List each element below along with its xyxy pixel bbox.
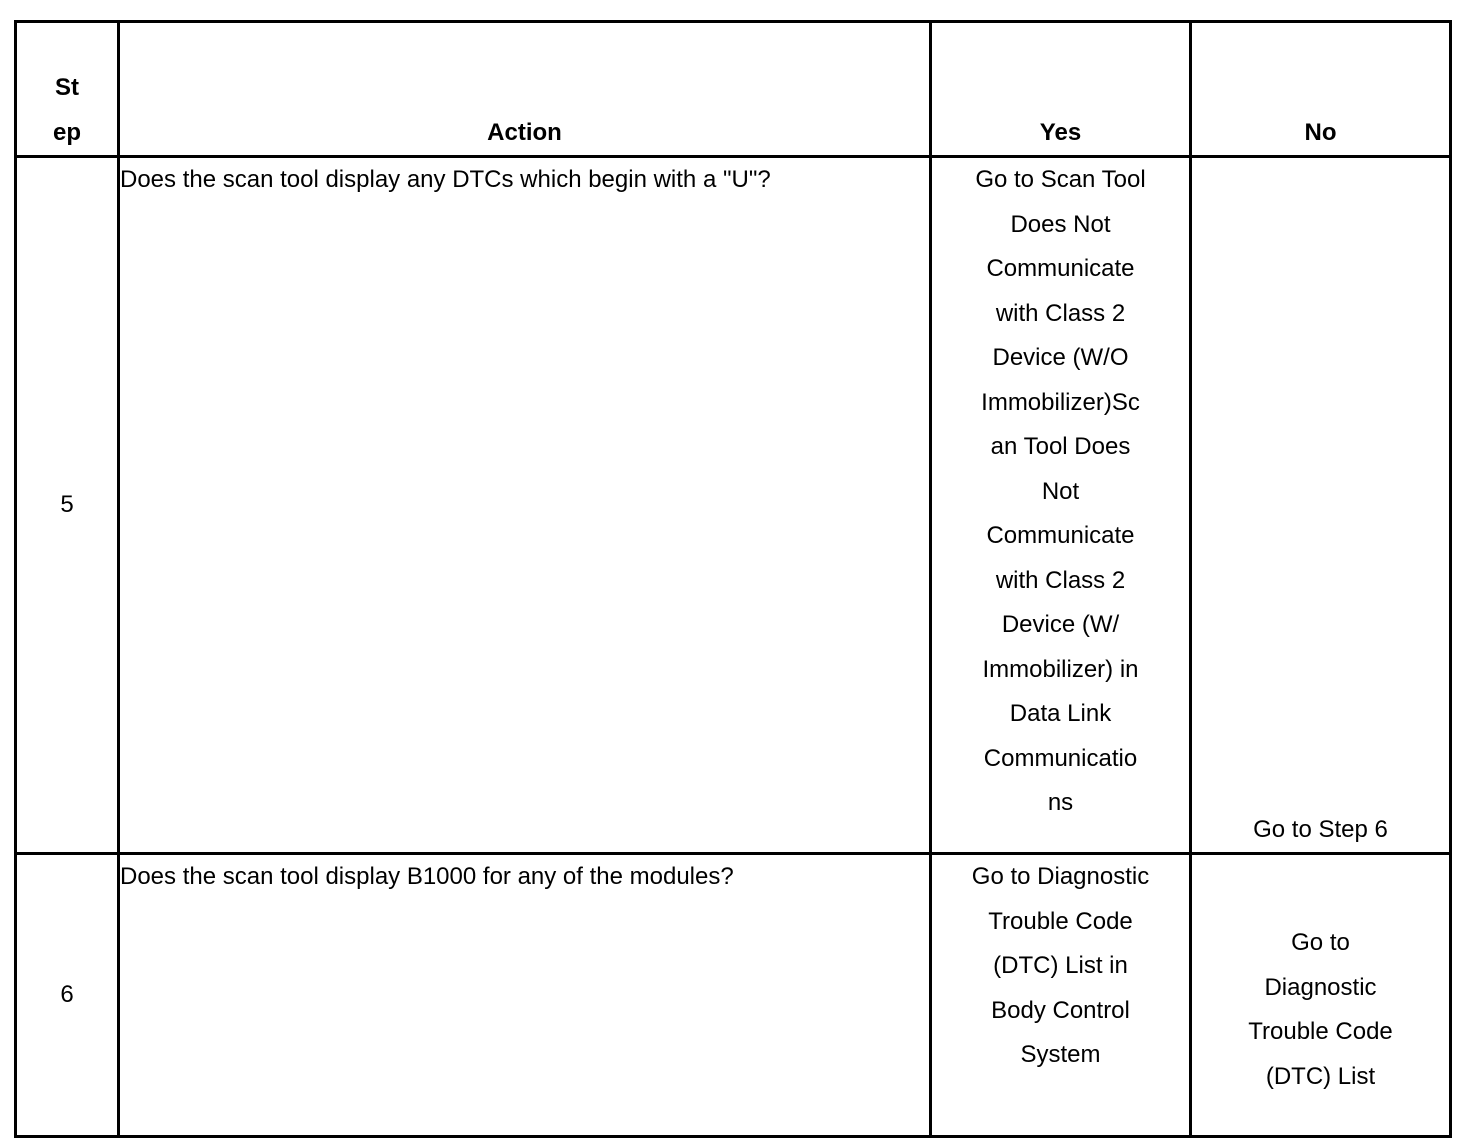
no-header: No: [1191, 22, 1451, 157]
yes-header: Yes: [931, 22, 1191, 157]
action-text: Does the scan tool display any DTCs which begin with a "U"?: [119, 157, 931, 854]
table-row: [16, 854, 1451, 1137]
step-number: 5: [16, 157, 119, 854]
table-row: [16, 157, 1451, 854]
yes-result: Go to Diagnostic Trouble Code (DTC) List in Body Control System: [931, 854, 1191, 1137]
diagnostic-table: [14, 20, 1452, 1138]
action-header: Action: [119, 22, 931, 157]
yes-result: Go to Scan Tool Does Not Communicate with Class 2 Device (W/O Immobilizer)Sc an Tool Does Not Communicate with Class 2 Device (W/ Immobilizer) in Data Link Communicatio ns: [931, 157, 1191, 854]
no-result: Go to Step 6: [1191, 157, 1451, 854]
no-result: Go to Diagnostic Trouble Code (DTC) List: [1191, 854, 1451, 1137]
step-header: St ep: [16, 22, 119, 157]
step-number: 6: [16, 854, 119, 1137]
header-row: [16, 22, 1451, 157]
action-text: Does the scan tool display B1000 for any of the modules?: [119, 854, 931, 1137]
